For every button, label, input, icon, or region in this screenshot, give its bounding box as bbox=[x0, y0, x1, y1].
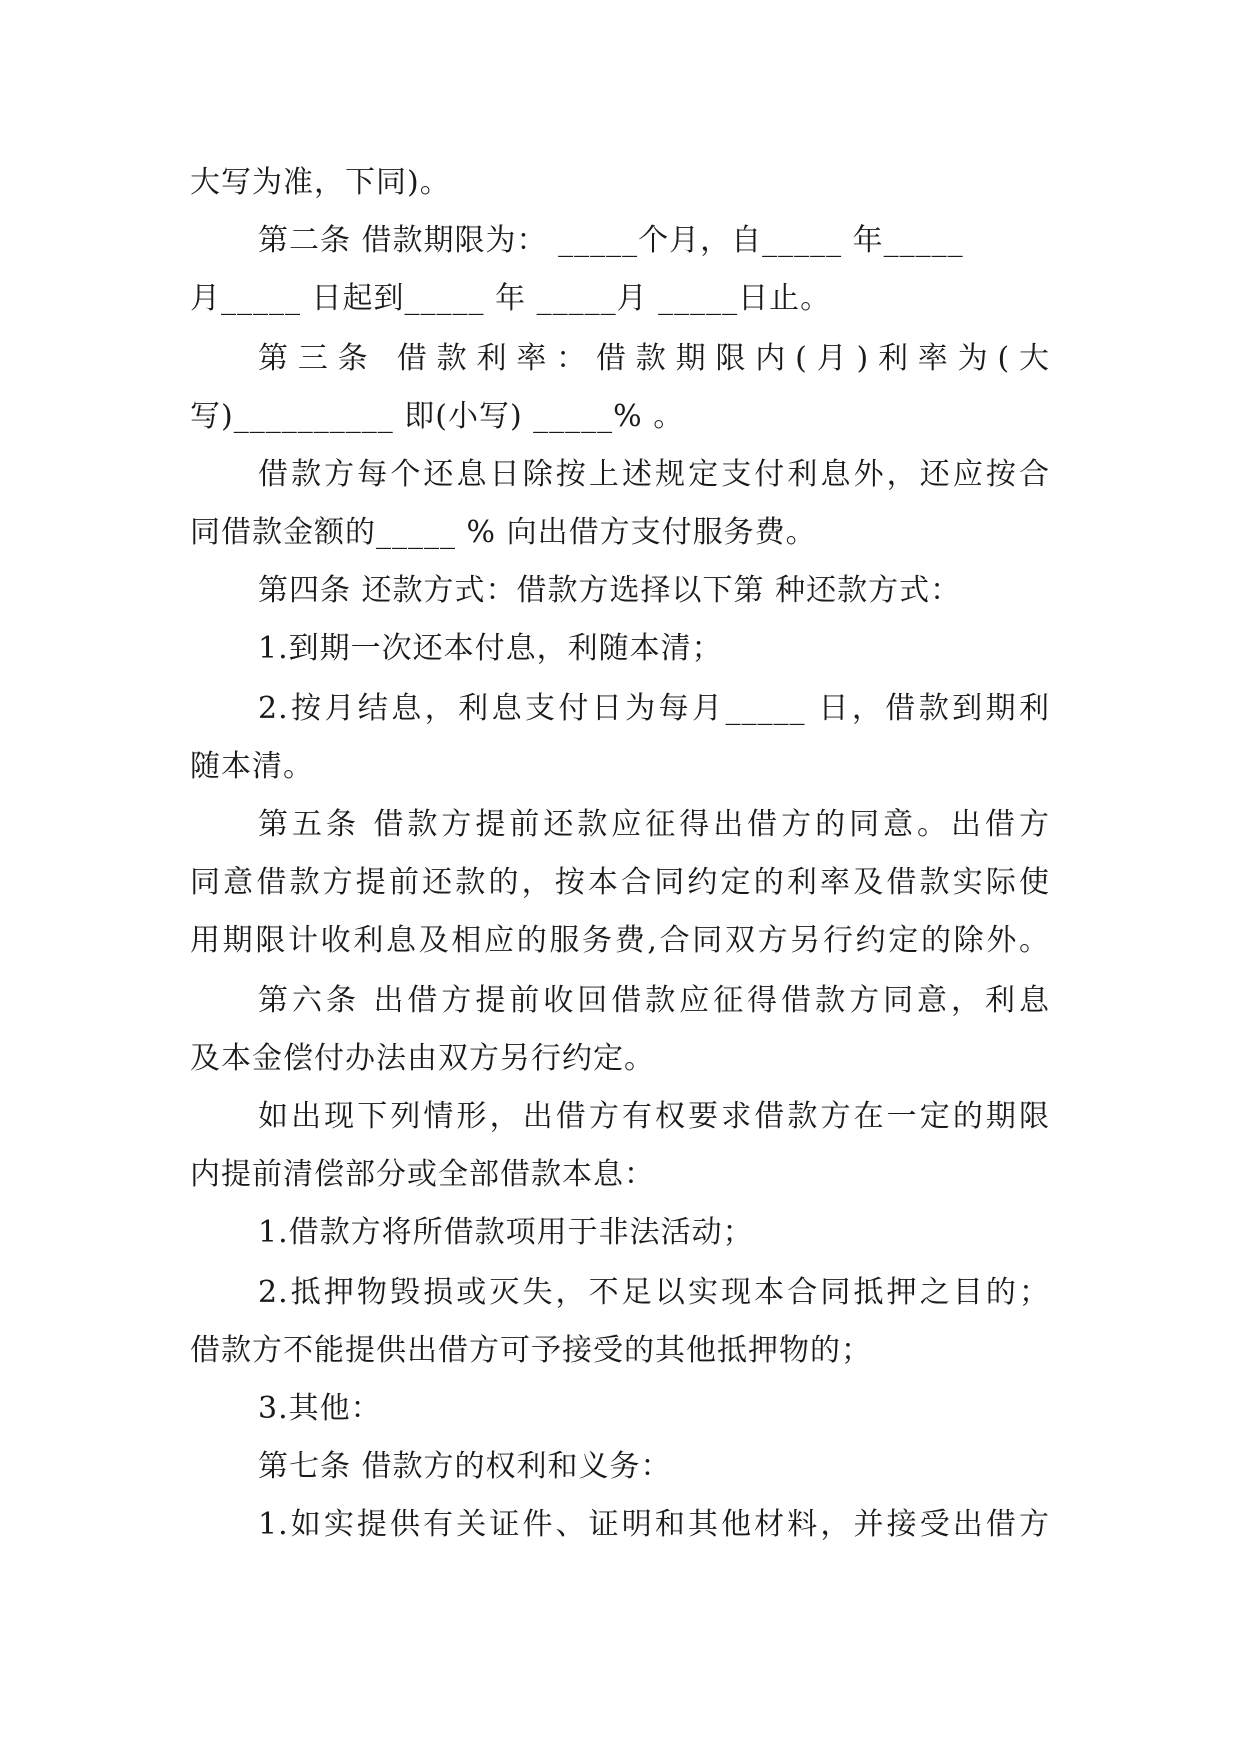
text-line: 及本金偿付办法由双方另行约定。 bbox=[190, 1041, 655, 1076]
text-line: 第三条 借款利率：借款期限内(月)利率为(大 bbox=[258, 341, 1050, 376]
text-line: 第七条 借款方的权利和义务： bbox=[258, 1449, 672, 1484]
text-line: 第六条 出借方提前收回借款应征得借款方同意，利息 bbox=[258, 983, 1050, 1018]
text-line: 第四条 还款方式：借款方选择以下第 种还款方式： bbox=[258, 573, 962, 608]
text-line: 内提前清偿部分或全部借款本息： bbox=[190, 1157, 655, 1192]
text-line: 用期限计收利息及相应的服务费,合同双方另行约定的除外。 bbox=[190, 923, 1050, 958]
text-line: 1.如实提供有关证件、证明和其他材料，并接受出借方 bbox=[258, 1507, 1050, 1542]
text-line: 借款方每个还息日除按上述规定支付利息外，还应按合 bbox=[258, 457, 1050, 492]
text-line: 同借款金额的_____ % 向出借方支付服务费。 bbox=[190, 515, 817, 550]
text-line: 如出现下列情形，出借方有权要求借款方在一定的期限 bbox=[258, 1099, 1050, 1134]
text-line: 借款方不能提供出借方可予接受的其他抵押物的； bbox=[190, 1333, 872, 1368]
text-line: 写)__________ 即(小写) _____% 。 bbox=[190, 399, 685, 434]
text-line: 同意借款方提前还款的，按本合同约定的利率及借款实际使 bbox=[190, 865, 1050, 900]
text-line: 随本清。 bbox=[190, 749, 314, 784]
text-line: 第二条 借款期限为： _____个月，自_____ 年_____ bbox=[258, 223, 964, 258]
text-line: 3.其他： bbox=[258, 1391, 382, 1426]
text-line: 大写为准，下同)。 bbox=[190, 165, 451, 200]
text-line: 2.抵押物毁损或灭失，不足以实现本合同抵押之目的； bbox=[258, 1275, 1050, 1310]
text-line: 月_____ 日起到_____ 年 _____月 _____日止。 bbox=[190, 281, 832, 316]
text-line: 2.按月结息，利息支付日为每月_____ 日，借款到期利 bbox=[258, 691, 1050, 726]
text-line: 第五条 借款方提前还款应征得出借方的同意。出借方 bbox=[258, 807, 1050, 842]
text-line: 1.到期一次还本付息，利随本清； bbox=[258, 631, 723, 666]
text-line: 1.借款方将所借款项用于非法活动； bbox=[258, 1215, 754, 1250]
